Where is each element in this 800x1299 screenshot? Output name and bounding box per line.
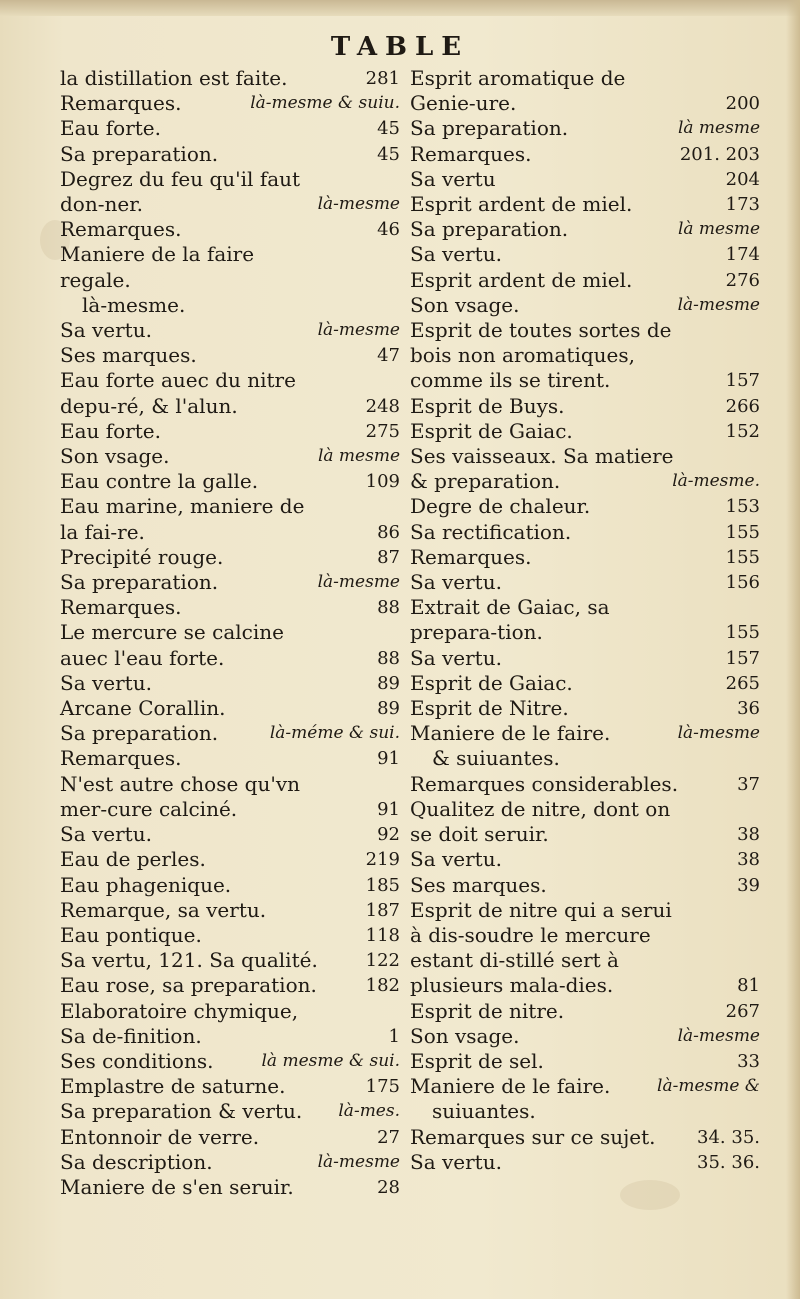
index-entry-text: Sa preparation. [60, 570, 219, 595]
index-entry-text: Remarques. [60, 746, 182, 771]
index-page-ref: 45 [377, 143, 400, 165]
index-page-ref: là-mesme [317, 1151, 400, 1172]
index-entry [60, 368, 400, 418]
index-entry-text: Sa vertu, 121. Sa qualité. [60, 948, 318, 973]
index-entry [410, 217, 760, 242]
index-entry-text: Eau forte. [60, 116, 161, 141]
index-page-ref: là-mesme. [672, 471, 760, 492]
index-entry-text: Sa preparation. [60, 141, 219, 166]
index-entry [60, 873, 400, 898]
index-entry [410, 1125, 760, 1150]
index-entry-text: Qualitez de nitre, dont on se doit seruir. [410, 796, 671, 847]
index-entry [410, 1150, 760, 1175]
index-entry-text: Degre de chaleur. [410, 494, 591, 519]
index-entry [410, 1074, 760, 1099]
index-entry [410, 167, 760, 192]
index-page-ref: 36 [737, 698, 760, 720]
paper-stain [620, 1180, 680, 1210]
index-entry [60, 167, 400, 217]
index-entry-text: Esprit aromatique de Genie-ure. [410, 66, 626, 116]
index-page-ref: 47 [377, 345, 400, 367]
index-entry-text: Esprit de Nitre. [410, 696, 569, 721]
index-entry [60, 671, 400, 696]
index-entry [410, 66, 760, 116]
index-entry [410, 1024, 760, 1049]
index-entry-text: Extrait de Gaiac, sa prepara-tion. [410, 595, 610, 645]
index-entry [60, 570, 400, 595]
index-entry-text: & suiuantes. [432, 746, 560, 771]
index-entry-text: Degrez du feu qu'il faut don-ner. [60, 166, 301, 217]
index-page-ref: 89 [377, 672, 400, 694]
index-entry-text: Remarques. [410, 141, 532, 166]
index-entry [410, 192, 760, 217]
index-entry-text: Sa vertu. [410, 645, 502, 670]
index-page-ref: 281 [365, 68, 400, 89]
index-entry-text: Sa vertu. [60, 822, 152, 847]
index-entry [60, 1074, 400, 1099]
index-entry-text: Ses marques. [60, 343, 197, 368]
index-entry [60, 1125, 400, 1150]
index-page-ref: 88 [377, 647, 400, 669]
index-entry [410, 142, 760, 167]
index-entry-text: Sa preparation. [60, 721, 219, 746]
index-column-left [60, 66, 400, 1200]
page-right-edge [786, 0, 800, 1299]
index-entry-text: Remarques considerables. [410, 771, 679, 796]
index-page-ref: 38 [737, 824, 760, 846]
index-entry-text: Eau pontique. [60, 922, 202, 947]
index-entry-text: Sa vertu. [60, 670, 152, 695]
index-entry [60, 973, 400, 998]
index-page-ref: 157 [725, 647, 760, 669]
index-page-ref: 182 [365, 975, 400, 997]
index-page-ref: 33 [737, 1050, 760, 1072]
index-entry [410, 721, 760, 746]
index-entry [410, 1099, 760, 1124]
index-entry-text: Eau marine, maniere de la fai-re. [60, 494, 305, 544]
index-entry [60, 923, 400, 948]
index-page-ref: 34. 35. [697, 1126, 760, 1148]
index-page-ref: 248 [365, 395, 400, 417]
index-entry-text: Precipité rouge. [60, 544, 224, 569]
index-entry-text: Son vsage. [60, 444, 170, 469]
index-entry-text: Remarques. [60, 91, 182, 116]
index-entry [60, 696, 400, 721]
index-page-ref: 81 [737, 975, 760, 997]
index-entry [410, 671, 760, 696]
index-entry [60, 595, 400, 620]
index-entry-text: Sa vertu. [410, 847, 502, 872]
index-page-ref: là-mesme [317, 194, 400, 215]
index-page-ref: 265 [725, 672, 760, 694]
index-entry [60, 142, 400, 167]
index-entry-text: Maniere de le faire. [410, 1074, 611, 1099]
index-page-ref: là mesme [677, 118, 760, 139]
index-entry-text: Son vsage. [410, 1023, 520, 1048]
index-page-ref: 156 [725, 572, 760, 594]
index-entry-text: là-mesme. [82, 292, 186, 317]
index-entry-text: Esprit de Gaiac. [410, 670, 573, 695]
index-page-ref: 275 [365, 420, 400, 442]
index-entry-text: Sa vertu. [410, 242, 502, 267]
index-page-ref: 267 [725, 1000, 760, 1022]
index-page-ref: là-mesme [677, 1025, 760, 1046]
index-entry-text: Ses vaisseaux. Sa matiere & preparation. [410, 444, 674, 494]
index-entry-text: Esprit ardent de miel. [410, 192, 633, 217]
index-entry-text: Remarques. [410, 544, 532, 569]
index-page-ref: 91 [377, 748, 400, 770]
index-page-ref: 155 [725, 622, 760, 644]
index-entry-text: Maniere de la faire regale. [60, 242, 255, 292]
index-entry [60, 494, 400, 544]
index-entry [410, 268, 760, 293]
index-entry-text: Esprit de toutes sortes de bois non aromatiques, comme ils se tirent. [410, 318, 672, 393]
index-entry [410, 646, 760, 671]
index-entry [60, 746, 400, 771]
page-top-edge [0, 0, 800, 16]
index-entry [60, 343, 400, 368]
index-entry-text: Remarque, sa vertu. [60, 897, 267, 922]
index-entry [410, 797, 760, 847]
index-page-ref: 185 [365, 874, 400, 896]
index-page-ref: 46 [377, 219, 400, 241]
index-entry-text: Sa rectification. [410, 519, 572, 544]
index-entry [410, 116, 760, 141]
index-entry [410, 545, 760, 570]
index-page-ref: 45 [377, 118, 400, 140]
index-page-ref: là-mesme [677, 294, 760, 315]
index-page-ref: là-mes. [338, 1101, 400, 1122]
index-entry [410, 293, 760, 318]
index-page-ref: 219 [365, 849, 400, 871]
index-entry [60, 545, 400, 570]
index-entry [60, 1175, 400, 1200]
index-entry [410, 520, 760, 545]
index-page-ref: 187 [365, 899, 400, 921]
index-page-ref: là-mesme [677, 723, 760, 744]
index-entry [410, 696, 760, 721]
index-page-ref: 118 [365, 924, 400, 946]
index-entry [60, 217, 400, 242]
index-entry [60, 318, 400, 343]
index-page-ref: 109 [365, 471, 400, 493]
index-page-ref: 200 [725, 93, 760, 115]
index-entry [60, 999, 400, 1049]
index-page-ref: là-mesme [317, 320, 400, 341]
index-page-ref: 173 [725, 194, 760, 216]
index-entry [60, 293, 400, 318]
index-page-ref: 27 [377, 1126, 400, 1148]
index-page-ref: 38 [737, 849, 760, 871]
index-entry [60, 1150, 400, 1175]
index-entry [60, 116, 400, 141]
index-entry-text: Entonnoir de verre. [60, 1124, 260, 1149]
index-page-ref: là-mesme & suiu. [250, 93, 400, 114]
index-page-ref: là-mesme & [657, 1076, 760, 1097]
index-entry [410, 595, 760, 645]
index-entry-text: Esprit de Gaiac. [410, 418, 573, 443]
index-entry-text: Elaboratoire chymique, Sa de-finition. [60, 998, 299, 1048]
index-entry-text: Eau de perles. [60, 847, 206, 872]
index-page-ref: là mesme [317, 446, 400, 467]
index-page-ref: 175 [365, 1076, 400, 1098]
index-entry-text: Eau forte auec du nitre depu-ré, & l'alun. [60, 368, 296, 418]
index-entry-text: Esprit de nitre. [410, 998, 565, 1023]
index-column-right [410, 66, 760, 1175]
index-entry [60, 1049, 400, 1074]
index-page-ref: 89 [377, 698, 400, 720]
index-entry-text: Son vsage. [410, 292, 520, 317]
index-entry [60, 822, 400, 847]
index-entry-text: Remarques. [60, 217, 182, 242]
index-entry-text: Esprit de nitre qui a serui à dis-soudre le mercure estant di-stillé sert à plusieurs mala-dies. [410, 897, 672, 998]
index-entry-text: Sa vertu. [410, 1149, 502, 1174]
index-entry [410, 772, 760, 797]
index-entry [410, 898, 760, 999]
index-entry [60, 242, 400, 292]
index-entry [410, 746, 760, 771]
index-entry [60, 419, 400, 444]
index-entry-text: Arcane Corallin. [60, 696, 226, 721]
index-entry-text: Eau forte. [60, 418, 161, 443]
index-page-ref: 28 [377, 1176, 400, 1198]
index-entry-text: Eau contre la galle. [60, 469, 259, 494]
index-page-ref: 37 [737, 773, 760, 795]
index-page-ref: là mesme [677, 219, 760, 240]
index-entry [410, 873, 760, 898]
index-entry-text: Maniere de le faire. [410, 721, 611, 746]
index-entry-text: Le mercure se calcine auec l'eau forte. [60, 620, 284, 670]
index-page-ref: là mesme & sui. [261, 1050, 400, 1071]
index-entry-text: Eau rose, sa preparation. [60, 973, 317, 998]
index-entry [60, 898, 400, 923]
index-page-ref: 39 [737, 874, 760, 896]
index-entry-text: Sa vertu. [410, 570, 502, 595]
index-entry-text: Sa vertu. [60, 318, 152, 343]
index-entry-text: Ses marques. [410, 872, 547, 897]
index-entry [410, 419, 760, 444]
index-page-ref: 276 [725, 269, 760, 291]
index-page-ref: 157 [725, 370, 760, 392]
index-page-ref: 152 [725, 420, 760, 442]
index-entry-text: Sa preparation. [410, 116, 569, 141]
index-entry [410, 494, 760, 519]
index-entry-text: Ses conditions. [60, 1048, 214, 1073]
index-entry-text: Emplastre de saturne. [60, 1074, 286, 1099]
index-entry [410, 847, 760, 872]
index-entry [410, 1049, 760, 1074]
index-page-ref: 91 [377, 798, 400, 820]
index-page-ref: 201. 203 [679, 143, 760, 165]
index-entry [60, 620, 400, 670]
index-entry [60, 444, 400, 469]
index-entry [60, 948, 400, 973]
index-page-ref: 155 [725, 521, 760, 543]
index-entry [60, 469, 400, 494]
index-page-ref: 88 [377, 597, 400, 619]
index-page-ref: là-méme & sui. [269, 723, 400, 744]
index-entry [60, 91, 400, 116]
page-header: TABLE [330, 32, 470, 62]
index-entry-text: Eau phagenique. [60, 872, 232, 897]
index-entry [410, 242, 760, 267]
index-page-ref: 1 [388, 1025, 400, 1047]
index-entry-text: la distillation est faite. [60, 66, 288, 90]
index-entry-text: Sa preparation. [410, 217, 569, 242]
index-entry-text: Remarques sur ce sujet. [410, 1124, 656, 1149]
index-entry [60, 847, 400, 872]
index-entry-text: Sa description. [60, 1149, 213, 1174]
index-entry [60, 721, 400, 746]
index-page-ref: 266 [725, 395, 760, 417]
index-page-ref: 35. 36. [697, 1151, 760, 1173]
index-entry-text: Esprit de sel. [410, 1048, 544, 1073]
index-entry [60, 1099, 400, 1124]
index-entry-text: Sa vertu [410, 166, 496, 191]
index-entry [410, 570, 760, 595]
index-entry-text: Esprit ardent de miel. [410, 267, 633, 292]
index-page-ref: 122 [365, 950, 400, 972]
index-page-ref: 155 [725, 546, 760, 568]
index-page-ref: 87 [377, 546, 400, 568]
index-entry-text: Maniere de s'en seruir. [60, 1174, 294, 1199]
index-page-ref: 86 [377, 521, 400, 543]
index-entry-text: Remarques. [60, 595, 182, 620]
index-entry-text: suiuantes. [432, 1099, 536, 1124]
index-page-ref: 153 [725, 496, 760, 518]
index-page-ref: 204 [725, 168, 760, 190]
index-page-ref: 92 [377, 824, 400, 846]
index-page-ref: là-mesme [317, 572, 400, 593]
index-entry [410, 444, 760, 494]
index-entry-text: Esprit de Buys. [410, 393, 565, 418]
index-entry [410, 318, 760, 394]
index-entry [410, 394, 760, 419]
index-entry-text: N'est autre chose qu'vn mer-cure calciné. [60, 771, 301, 821]
index-entry [60, 772, 400, 822]
index-entry-text: Sa preparation & vertu. [60, 1099, 303, 1124]
index-page-ref: 174 [725, 244, 760, 266]
index-entry [60, 66, 400, 91]
index-entry [410, 999, 760, 1024]
